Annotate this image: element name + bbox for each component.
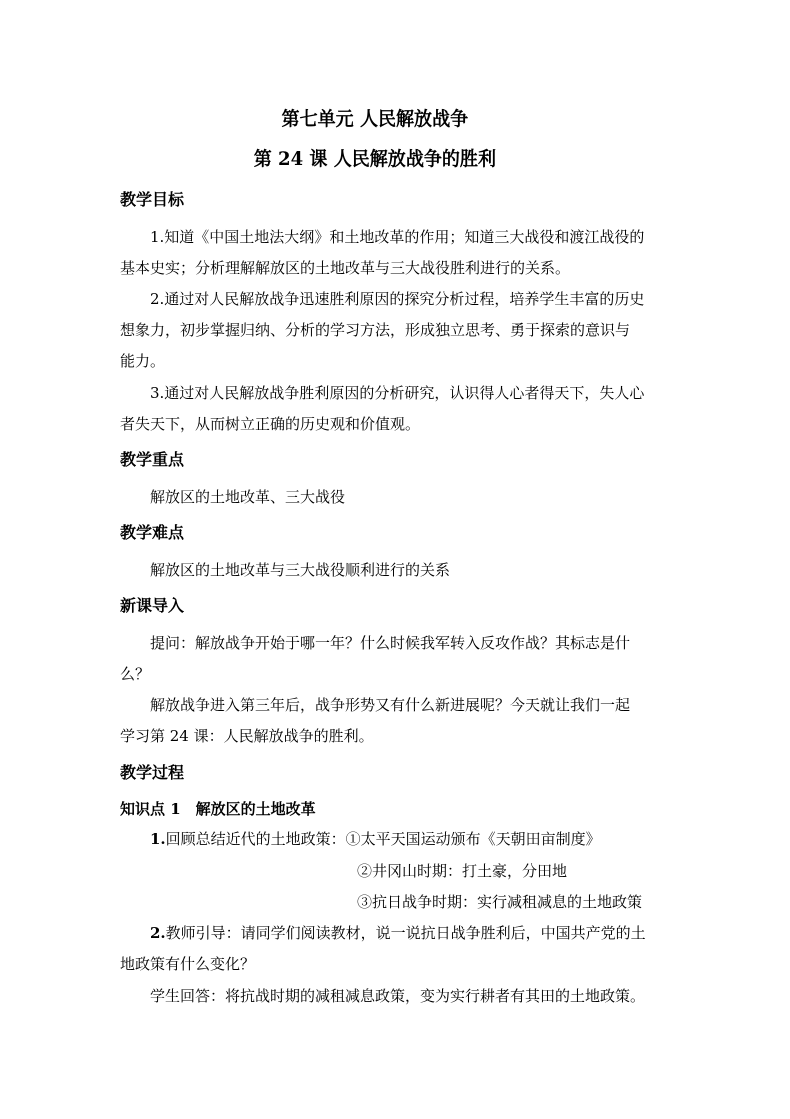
- process-item1-number: 1.: [150, 830, 166, 848]
- goals-p2-line3: 能力。: [120, 352, 166, 370]
- process-item1-line: [150, 828, 601, 850]
- goals-p3-line2: 者失天下，从而树立正确的历史观和价值观。: [120, 415, 421, 433]
- goals-p1-line1: 1.知道《中国土地法大纲》和土地改革的作用；知道三大战役和渡江战役的: [150, 228, 645, 246]
- process-item1-text: 回顾总结近代的土地政策：①太平天国运动颁布《天朝田亩制度》: [165, 830, 601, 848]
- intro-p2-line2: 学习第 24 课：人民解放战争的胜利。: [120, 727, 374, 745]
- knowledge-point-1-title: 知识点 1 解放区的土地改革: [120, 800, 316, 818]
- process-item2-line2: 地政策有什么变化？: [120, 955, 256, 973]
- process-item1-sub3: ③抗日战争时期：实行减租减息的土地政策: [357, 893, 643, 911]
- process-heading: 教学过程: [120, 763, 185, 782]
- intro-p2-line1: 解放战争进入第三年后，战争形势又有什么新进展呢？今天就让我们一起: [150, 696, 631, 714]
- goals-p1-line2: 基本史实；分析理解解放区的土地改革与三大战役胜利进行的关系。: [120, 259, 571, 277]
- lesson-title: 第 24 课 人民解放战争的胜利: [253, 148, 496, 170]
- difficulties-heading: 教学难点: [120, 523, 185, 542]
- intro-p1-line1: 提问：解放战争开始于哪一年？什么时候我军转入反攻作战？其标志是什: [150, 634, 631, 652]
- goals-p2-line2: 想象力，初步掌握归纳、分析的学习方法，形成独立思考、勇于探索的意识与: [120, 321, 631, 339]
- process-student-answer: 学生回答：将抗战时期的减租减息政策，变为实行耕者有其田的土地政策。: [150, 987, 646, 1005]
- process-item2-line1: [150, 922, 646, 944]
- process-item2-number: 2.: [150, 924, 166, 942]
- process-item1-sub2: ②井冈山时期：打土豪，分田地: [357, 862, 568, 880]
- goals-p3-line1: 3.通过对人民解放战争胜利原因的分析研究，认识得人心者得天下，失人心: [150, 384, 645, 402]
- key-points-text: 解放区的土地改革、三大战役: [150, 488, 346, 506]
- process-item2-text: 教师引导：请同学们阅读教材，说一说抗日战争胜利后，中国共产党的土: [165, 924, 646, 942]
- intro-p1-line2: 么？: [120, 665, 151, 683]
- intro-heading: 新课导入: [120, 596, 185, 615]
- goals-heading: 教学目标: [120, 190, 185, 209]
- unit-title: 第七单元 人民解放战争: [281, 108, 469, 130]
- goals-p2-line1: 2.通过对人民解放战争迅速胜利原因的探究分析过程，培养学生丰富的历史: [150, 290, 645, 308]
- difficulties-text: 解放区的土地改革与三大战役顺利进行的关系: [150, 561, 451, 579]
- key-points-heading: 教学重点: [120, 450, 185, 469]
